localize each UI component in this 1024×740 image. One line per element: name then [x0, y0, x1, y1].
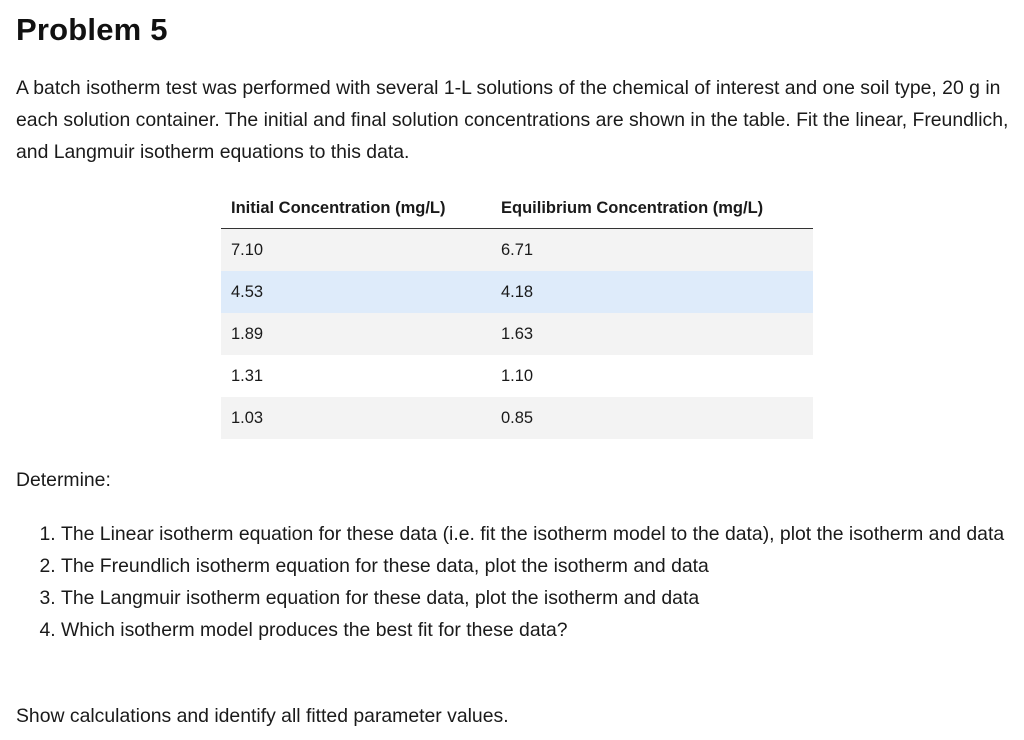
equilibrium-concentration-cell: 1.63 [501, 324, 534, 343]
equilibrium-concentration-cell: 4.18 [501, 282, 534, 301]
table-header-row [221, 188, 813, 229]
initial-concentration-cell: 1.03 [231, 408, 264, 427]
equilibrium-concentration-cell: 0.85 [501, 408, 534, 427]
table-row [221, 229, 813, 272]
question-item-linear: 1. The Linear isotherm equation for these data (i.e. fit the isotherm model to the data), plot the isotherm and data [61, 518, 1024, 550]
initial-concentration-cell: 1.31 [231, 366, 264, 385]
initial-concentration-cell: 4.53 [231, 282, 264, 301]
question-item-freundlich: 2. The Freundlich isotherm equation for these data, plot the isotherm and data [61, 550, 1024, 582]
problem-title: Problem 5 [16, 12, 168, 47]
equilibrium-concentration-cell: 1.10 [501, 366, 534, 385]
initial-concentration-cell: 7.10 [231, 240, 264, 259]
table-row [221, 355, 813, 397]
table-row [221, 271, 813, 313]
question-list [16, 518, 1024, 646]
table-row [221, 313, 813, 355]
initial-concentration-cell: 1.89 [231, 324, 264, 343]
data-table-container [221, 188, 813, 439]
question-item-best-fit: 4. Which isotherm model produces the best fit for these data? [61, 614, 1024, 646]
equilibrium-concentration-cell: 6.71 [501, 240, 534, 259]
concentration-table [221, 188, 813, 439]
problem-intro: A batch isotherm test was performed with several 1-L solutions of the chemical of interest and one soil type, 20 g in each solution container. The initial and final solution concentrations are shown in the table. Fit the linear, Freundlich, and Langmuir isotherm equations to this data. [16, 77, 1009, 163]
determine-label: Determine: [16, 469, 111, 491]
column-header-initial: Initial Concentration (mg/L) [221, 188, 491, 229]
closing-instruction: Show calculations and identify all fitted parameter values. [16, 705, 509, 727]
column-header-equilibrium: Equilibrium Concentration (mg/L) [491, 188, 813, 229]
question-item-langmuir: 3. The Langmuir isotherm equation for these data, plot the isotherm and data [61, 582, 1024, 614]
table-row [221, 397, 813, 439]
